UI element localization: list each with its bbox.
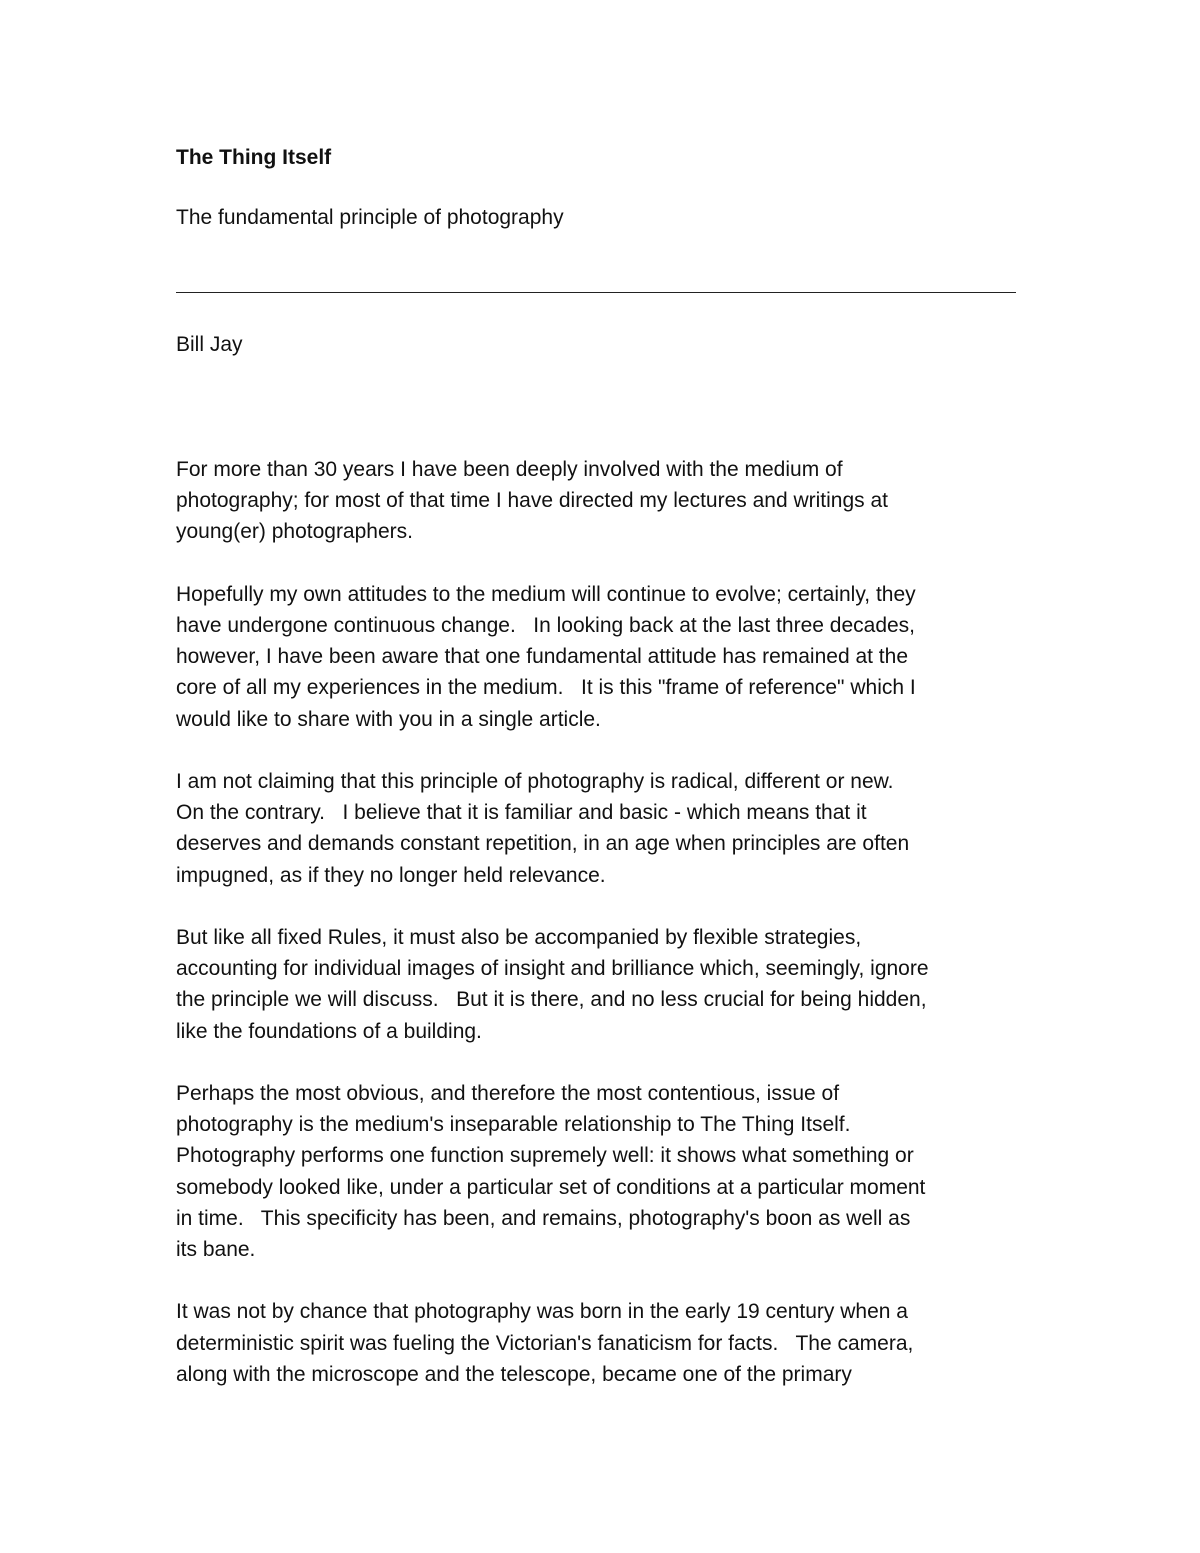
document-author: Bill Jay bbox=[176, 333, 243, 356]
paragraph bbox=[176, 1078, 1026, 1265]
paragraph bbox=[176, 579, 1026, 735]
text-line: For more than 30 years I have been deeply involved with the medium of bbox=[176, 458, 843, 481]
text-line: photography; for most of that time I have directed my lectures and writings at bbox=[176, 489, 889, 513]
text-line: deserves and demands constant repetition, in an age when principles are often bbox=[176, 832, 910, 856]
horizontal-rule bbox=[176, 292, 1016, 293]
text-line: photography is the medium's inseparable relationship to The Thing Itself. bbox=[176, 1113, 851, 1137]
paragraph bbox=[176, 454, 1026, 548]
text-line: Photography performs one function supremely well: it shows what something or bbox=[176, 1144, 914, 1168]
text-line: in time. This specificity has been, and remains, photography's boon as well as bbox=[176, 1206, 911, 1230]
text-line: deterministic spirit was fueling the Victorian's fanaticism for facts. The camera, bbox=[176, 1331, 914, 1355]
text-line: young(er) photographers. bbox=[176, 520, 413, 544]
text-line: core of all my experiences in the medium. It is this "frame of reference" which I bbox=[176, 676, 916, 700]
text-line: would like to share with you in a single article. bbox=[176, 707, 601, 731]
paragraph bbox=[176, 922, 1026, 1047]
text-line: Hopefully my own attitudes to the medium will continue to evolve; certainly, they bbox=[176, 582, 916, 606]
text-line: like the foundations of a building. bbox=[176, 1019, 482, 1043]
text-line: It was not by chance that photography was born in the early 19 century when a bbox=[176, 1300, 908, 1324]
document-body bbox=[176, 454, 1026, 1421]
text-line: impugned, as if they no longer held relevance. bbox=[176, 863, 606, 887]
paragraph bbox=[176, 766, 1026, 891]
paragraph bbox=[176, 1296, 1026, 1390]
text-line: the principle we will discuss. But it is there, and no less crucial for being hidden, bbox=[176, 988, 927, 1012]
text-line: Perhaps the most obvious, and therefore the most contentious, issue of bbox=[176, 1082, 840, 1105]
text-line: somebody looked like, under a particular set of conditions at a particular moment bbox=[176, 1175, 926, 1199]
text-line: But like all fixed Rules, it must also be accompanied by flexible strategies, bbox=[176, 926, 862, 949]
text-line: its bane. bbox=[176, 1238, 256, 1262]
text-line: have undergone continuous change. In looking back at the last three decades, bbox=[176, 614, 916, 637]
document-subtitle: The fundamental principle of photography bbox=[176, 206, 564, 229]
text-line: along with the microscope and the telescope, became one of the primary bbox=[176, 1362, 852, 1386]
text-line: however, I have been aware that one fundamental attitude has remained at the bbox=[176, 645, 908, 669]
text-line: I am not claiming that this principle of photography is radical, different or new. bbox=[176, 770, 894, 793]
text-line: On the contrary. I believe that it is familiar and basic - which means that it bbox=[176, 801, 867, 825]
document-title: The Thing Itself bbox=[176, 146, 332, 169]
text-line: accounting for individual images of insight and brilliance which, seemingly, ignore bbox=[176, 957, 929, 981]
